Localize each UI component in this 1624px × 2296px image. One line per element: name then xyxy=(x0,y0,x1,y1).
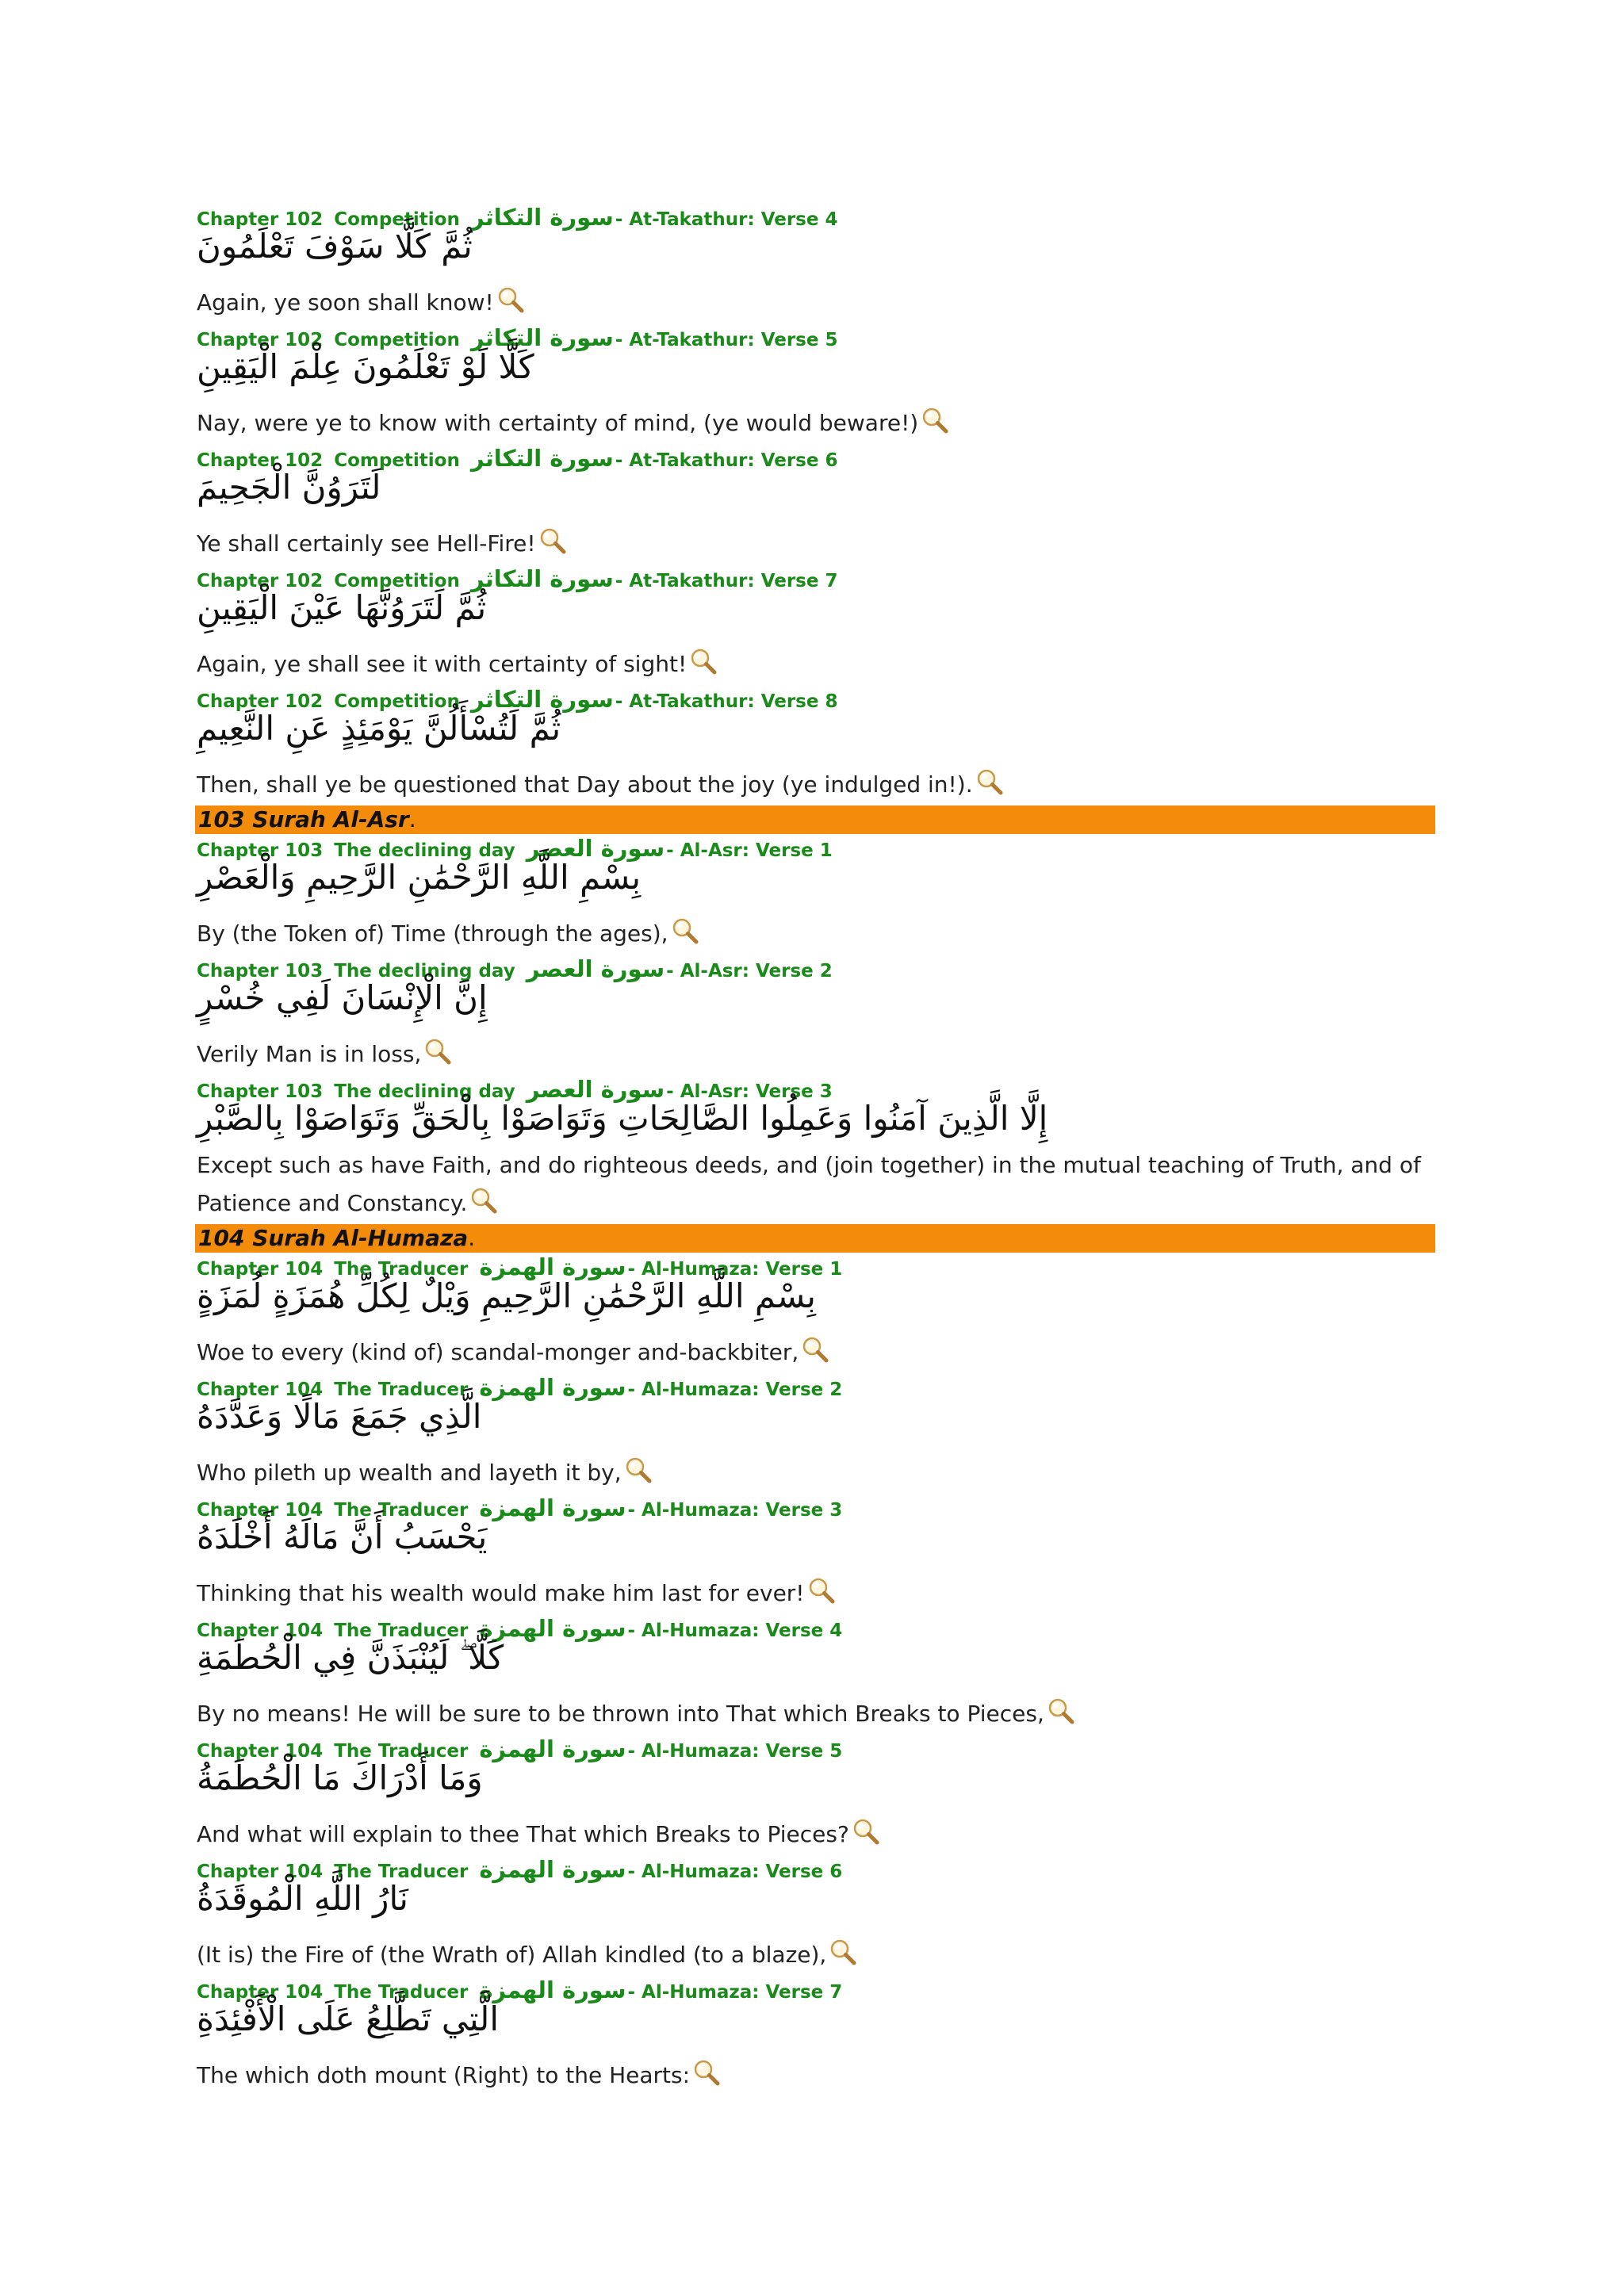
surah-heading-band xyxy=(195,1224,1435,1253)
verse-reference: - At-Takathur: Verse 5 xyxy=(615,330,838,350)
verse-translation xyxy=(197,1146,1434,1226)
verse-reference: - Al-Humaza: Verse 6 xyxy=(627,1862,843,1882)
chapter-english-name: Competition xyxy=(334,209,460,230)
magnifier-icon[interactable] xyxy=(852,1818,879,1857)
verse-block xyxy=(195,1735,1435,1855)
verse-reference: - At-Takathur: Verse 7 xyxy=(615,571,838,591)
chapter-english-name: Competition xyxy=(334,691,460,712)
translation-text: Nay, were ye to know with certainty of mind, (ye would beware!) xyxy=(197,410,919,436)
magnifier-icon[interactable] xyxy=(921,407,948,446)
translation-text: Again, ye soon shall know! xyxy=(197,289,494,316)
chapter-arabic-name: سورة التكاثر xyxy=(470,204,614,231)
chapter-arabic-name: سورة الهمزة xyxy=(479,1253,626,1280)
chapter-label: Chapter 102 xyxy=(197,450,324,471)
magnifier-icon[interactable] xyxy=(1048,1697,1074,1736)
verse-block xyxy=(195,1614,1435,1735)
magnifier-icon[interactable] xyxy=(802,1336,829,1375)
verse-translation xyxy=(197,1334,1434,1375)
chapter-english-name: The Traducer xyxy=(334,1500,469,1521)
verse-block xyxy=(195,1253,1435,1373)
verse-reference: - At-Takathur: Verse 4 xyxy=(615,209,838,230)
surah-title-dot: . xyxy=(468,1225,476,1251)
surah-title: 103 Surah Al-Asr xyxy=(198,806,409,832)
verse-reference: - Al-Asr: Verse 2 xyxy=(666,961,833,982)
verse-translation xyxy=(197,2057,1434,2098)
surah-title: 104 Surah Al-Humaza xyxy=(198,1225,469,1251)
translation-text: By no means! He will be sure to be thrown into That which Breaks to Pieces, xyxy=(197,1701,1044,1727)
arabic-verse-text: الَّتِي تَطَّلِعُ عَلَى الْأَفْئِدَةِ xyxy=(197,1999,499,2038)
arabic-verse-text: يَحْسَبُ أَنَّ مَالَهُ أَخْلَدَهُ xyxy=(197,1517,488,1556)
chapter-english-name: The declining day xyxy=(334,840,515,861)
translation-text: Then, shall ye be questioned that Day about the joy (ye indulged in!). xyxy=(197,771,973,798)
chapter-english-name: The declining day xyxy=(334,1081,515,1102)
translation-text: Verily Man is in loss, xyxy=(197,1041,422,1067)
verse-block xyxy=(195,955,1435,1075)
chapter-label: Chapter 103 xyxy=(197,1081,324,1102)
chapter-arabic-name: سورة العصر xyxy=(526,1076,665,1103)
verse-translation xyxy=(197,1936,1434,1977)
chapter-label: Chapter 104 xyxy=(197,1741,324,1762)
verse-translation xyxy=(197,915,1434,956)
arabic-verse-text: وَمَا أَدْرَاكَ مَا الْحُطَمَةُ xyxy=(197,1758,483,1797)
verse-translation xyxy=(197,1816,1434,1857)
verse-block xyxy=(195,1976,1435,2096)
translation-text: The which doth mount (Right) to the Hearts: xyxy=(197,2062,691,2088)
chapter-english-name: The Traducer xyxy=(334,1741,469,1762)
chapter-english-name: The Traducer xyxy=(334,1982,469,2003)
document-page xyxy=(195,203,1435,2096)
verse-block xyxy=(195,1494,1435,1614)
chapter-english-name: Competition xyxy=(334,450,460,471)
verse-translation xyxy=(197,284,1434,325)
verse-block xyxy=(195,323,1435,444)
chapter-english-name: The declining day xyxy=(334,961,515,982)
verse-block xyxy=(195,1373,1435,1494)
arabic-verse-text: بِسْمِ اللَّهِ الرَّحْمَٰنِ الرَّحِيمِ وَالْعَصْرِ xyxy=(197,858,642,897)
chapter-label: Chapter 103 xyxy=(197,840,324,861)
translation-text: Again, ye shall see it with certainty of sight! xyxy=(197,651,688,677)
chapter-label: Chapter 104 xyxy=(197,1982,324,2003)
chapter-english-name: The Traducer xyxy=(334,1380,469,1400)
arabic-verse-text: إِلَّا الَّذِينَ آمَنُوا وَعَمِلُوا الصَّالِحَاتِ وَتَوَاصَوْا بِالْحَقِّ وَتَوَاصَوْا بِالصَّبْرِ xyxy=(197,1099,1048,1138)
chapter-arabic-name: سورة الهمزة xyxy=(479,1374,626,1401)
chapter-arabic-name: سورة العصر xyxy=(526,955,665,982)
verse-reference: - Al-Asr: Verse 1 xyxy=(666,840,833,861)
arabic-verse-text: كَلَّا لَوْ تَعْلَمُونَ عِلْمَ الْيَقِينِ xyxy=(197,347,534,386)
translation-text: (It is) the Fire of (the Wrath of) Allah kindled (to a blaze), xyxy=(197,1942,827,1968)
arabic-verse-text: نَارُ اللَّهِ الْمُوقَدَةُ xyxy=(197,1879,408,1918)
translation-text: And what will explain to thee That which Breaks to Pieces? xyxy=(197,1821,849,1847)
chapter-label: Chapter 104 xyxy=(197,1862,324,1882)
magnifier-icon[interactable] xyxy=(808,1577,835,1616)
verse-block xyxy=(195,685,1435,806)
arabic-verse-text: إِنَّ الْإِنْسَانَ لَفِي خُسْرٍ xyxy=(197,978,488,1017)
arabic-verse-text: ثُمَّ كَلَّا سَوْفَ تَعْلَمُونَ xyxy=(197,227,473,266)
chapter-english-name: Competition xyxy=(334,330,460,350)
chapter-arabic-name: سورة الهمزة xyxy=(479,1856,626,1883)
verse-translation xyxy=(197,1695,1434,1736)
chapter-arabic-name: سورة التكاثر xyxy=(470,324,614,351)
magnifier-icon[interactable] xyxy=(470,1187,497,1226)
verse-reference: - Al-Asr: Verse 3 xyxy=(666,1081,833,1102)
translation-text: Woe to every (kind of) scandal-monger and-backbiter, xyxy=(197,1339,799,1365)
verse-translation xyxy=(197,645,1434,687)
verse-reference: - Al-Humaza: Verse 3 xyxy=(627,1500,843,1521)
verse-translation xyxy=(197,1575,1434,1616)
chapter-label: Chapter 103 xyxy=(197,961,324,982)
verse-reference: - Al-Humaza: Verse 7 xyxy=(627,1982,843,2003)
translation-text: Who pileth up wealth and layeth it by, xyxy=(197,1460,622,1486)
chapter-label: Chapter 102 xyxy=(197,209,324,230)
verse-block xyxy=(195,1855,1435,1976)
chapter-english-name: The Traducer xyxy=(334,1621,469,1641)
arabic-verse-text: ثُمَّ لَتُسْأَلُنَّ يَوْمَئِذٍ عَنِ النَّعِيمِ xyxy=(197,709,561,748)
chapter-arabic-name: سورة الهمزة xyxy=(479,1615,626,1642)
verse-translation xyxy=(197,1454,1434,1495)
translation-text: Ye shall certainly see Hell-Fire! xyxy=(197,530,536,557)
chapter-arabic-name: سورة الهمزة xyxy=(479,1735,626,1762)
verse-reference: - At-Takathur: Verse 6 xyxy=(615,450,838,471)
verse-reference: - At-Takathur: Verse 8 xyxy=(615,691,838,712)
surah-heading-band xyxy=(195,806,1435,834)
verse-reference: - Al-Humaza: Verse 2 xyxy=(627,1380,843,1400)
surah-title-dot: . xyxy=(408,806,416,832)
chapter-english-name: The Traducer xyxy=(334,1259,469,1280)
chapter-label: Chapter 102 xyxy=(197,691,324,712)
chapter-label: Chapter 104 xyxy=(197,1259,324,1280)
verse-block xyxy=(195,444,1435,564)
verse-translation xyxy=(197,1035,1434,1077)
verse-reference: - Al-Humaza: Verse 4 xyxy=(627,1621,843,1641)
magnifier-icon[interactable] xyxy=(976,768,1003,807)
chapter-label: Chapter 102 xyxy=(197,571,324,591)
chapter-arabic-name: سورة الهمزة xyxy=(479,1976,626,2003)
verse-translation xyxy=(197,766,1434,807)
chapter-english-name: Competition xyxy=(334,571,460,591)
verse-translation xyxy=(197,525,1434,566)
chapter-arabic-name: سورة التكاثر xyxy=(470,445,614,472)
verse-translation xyxy=(197,404,1434,446)
magnifier-icon[interactable] xyxy=(539,527,566,566)
arabic-verse-text: ثُمَّ لَتَرَوُنَّهَا عَيْنَ الْيَقِينِ xyxy=(197,588,487,627)
arabic-verse-text: كَلَّا ۖ لَيُنْبَذَنَّ فِي الْحُطَمَةِ xyxy=(197,1638,504,1677)
chapter-label: Chapter 104 xyxy=(197,1380,324,1400)
chapter-label: Chapter 104 xyxy=(197,1500,324,1521)
arabic-verse-text: لَتَرَوُنَّ الْجَحِيمَ xyxy=(197,468,381,507)
chapter-label: Chapter 104 xyxy=(197,1621,324,1641)
translation-text: By (the Token of) Time (through the ages), xyxy=(197,920,668,947)
verse-block xyxy=(195,834,1435,955)
verse-block xyxy=(195,564,1435,685)
verse-reference: - Al-Humaza: Verse 5 xyxy=(627,1741,843,1762)
chapter-arabic-name: سورة التكاثر xyxy=(470,565,614,592)
chapter-arabic-name: سورة التكاثر xyxy=(470,686,614,713)
magnifier-icon[interactable] xyxy=(690,648,717,687)
magnifier-icon[interactable] xyxy=(424,1038,451,1077)
translation-text: Except such as have Faith, and do righteous deeds, and (join together) in the mutual teaching of Truth, and of Patience and Constancy. xyxy=(197,1152,1421,1216)
verse-reference: - Al-Humaza: Verse 1 xyxy=(627,1259,843,1280)
chapter-arabic-name: سورة الهمزة xyxy=(479,1494,626,1521)
chapter-arabic-name: سورة العصر xyxy=(526,835,665,862)
chapter-label: Chapter 102 xyxy=(197,330,324,350)
magnifier-icon[interactable] xyxy=(497,286,524,325)
chapter-english-name: The Traducer xyxy=(334,1862,469,1882)
arabic-verse-text: بِسْمِ اللَّهِ الرَّحْمَٰنِ الرَّحِيمِ وَيْلٌ لِكُلِّ هُمَزَةٍ لُمَزَةٍ xyxy=(197,1276,816,1315)
arabic-verse-text: الَّذِي جَمَعَ مَالًا وَعَدَّدَهُ xyxy=(197,1397,482,1436)
magnifier-icon[interactable] xyxy=(672,917,699,956)
translation-text: Thinking that his wealth would make him last for ever! xyxy=(197,1580,805,1606)
verse-block xyxy=(195,203,1435,323)
magnifier-icon[interactable] xyxy=(625,1456,652,1495)
magnifier-icon[interactable] xyxy=(693,2059,720,2098)
magnifier-icon[interactable] xyxy=(829,1938,856,1977)
verse-block xyxy=(195,1075,1435,1224)
